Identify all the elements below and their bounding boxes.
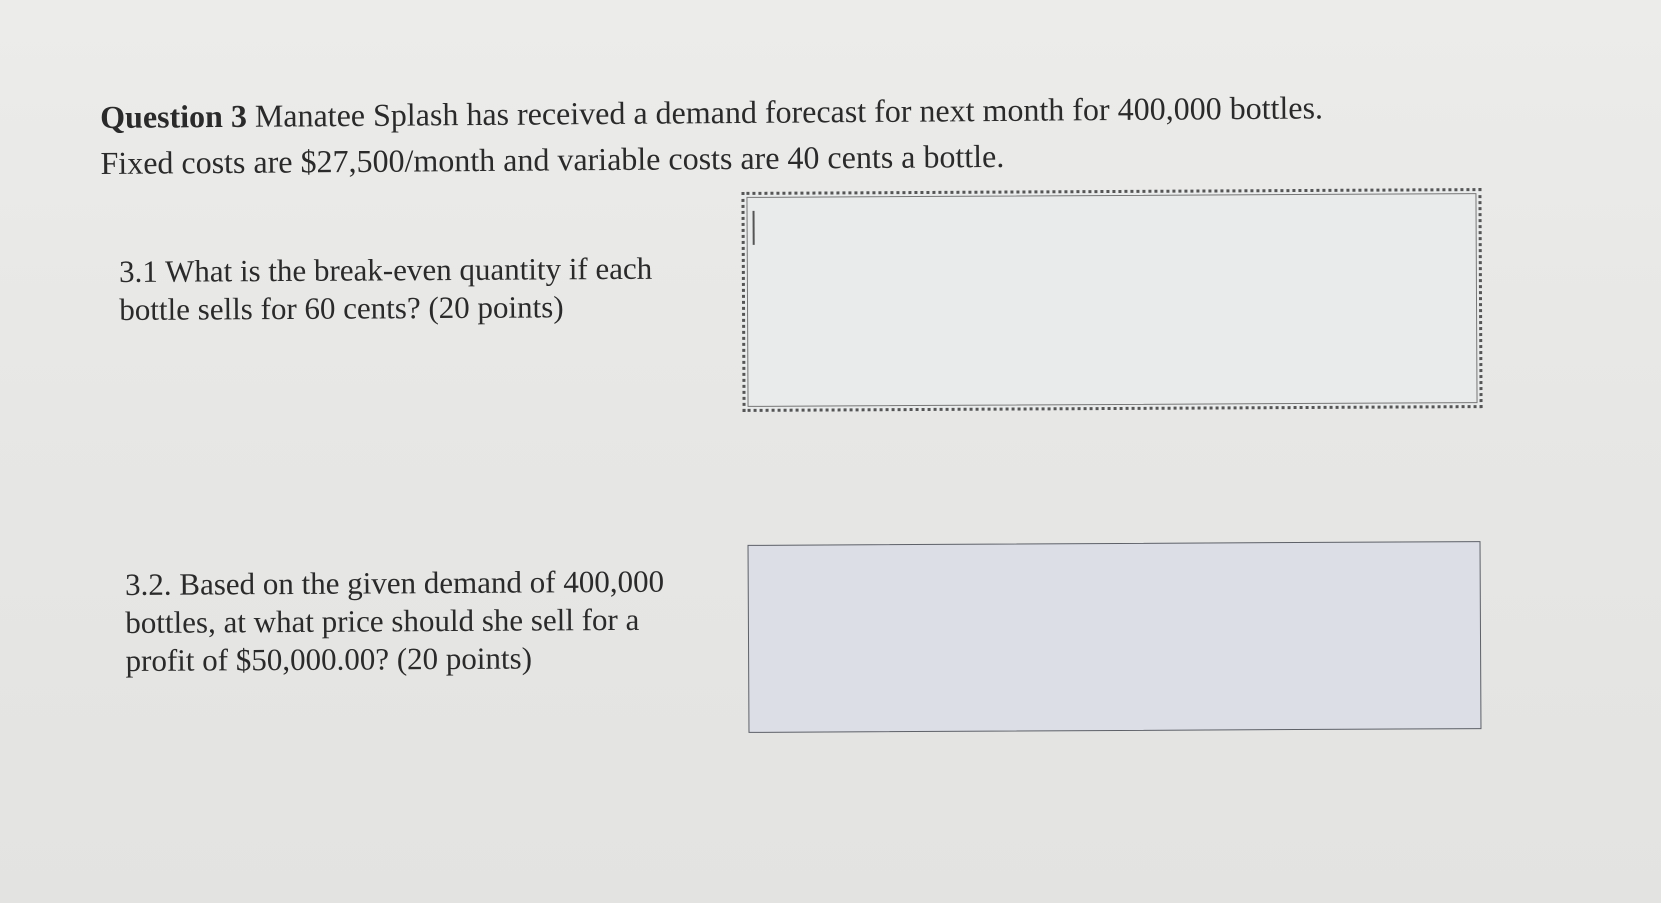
question-label: Question 3 <box>100 97 248 135</box>
answer-box-3-2[interactable] <box>748 541 1482 733</box>
answer-box-3-1[interactable] <box>741 188 1482 412</box>
answer-input-3-1[interactable] <box>744 191 1479 409</box>
subquestion-3-2-prompt: 3.2. Based on the given demand of 400,000 bottles, at what price should she sell for a profit of $50,000.00? (20 points) <box>125 563 665 678</box>
answer-input-3-2[interactable] <box>749 542 1481 732</box>
subquestion-3-1-prompt: 3.1 What is the break-even quantity if each bottle sells for 60 cents? (20 points) <box>119 250 653 327</box>
question-line-2: Fixed costs are $27,500/month and variable costs are 40 cents a bottle. <box>100 137 1005 181</box>
question-header <box>100 84 1401 186</box>
question-intro-text: Manatee Splash has received a demand forecast for next month for 400,000 bottles. <box>246 89 1324 134</box>
